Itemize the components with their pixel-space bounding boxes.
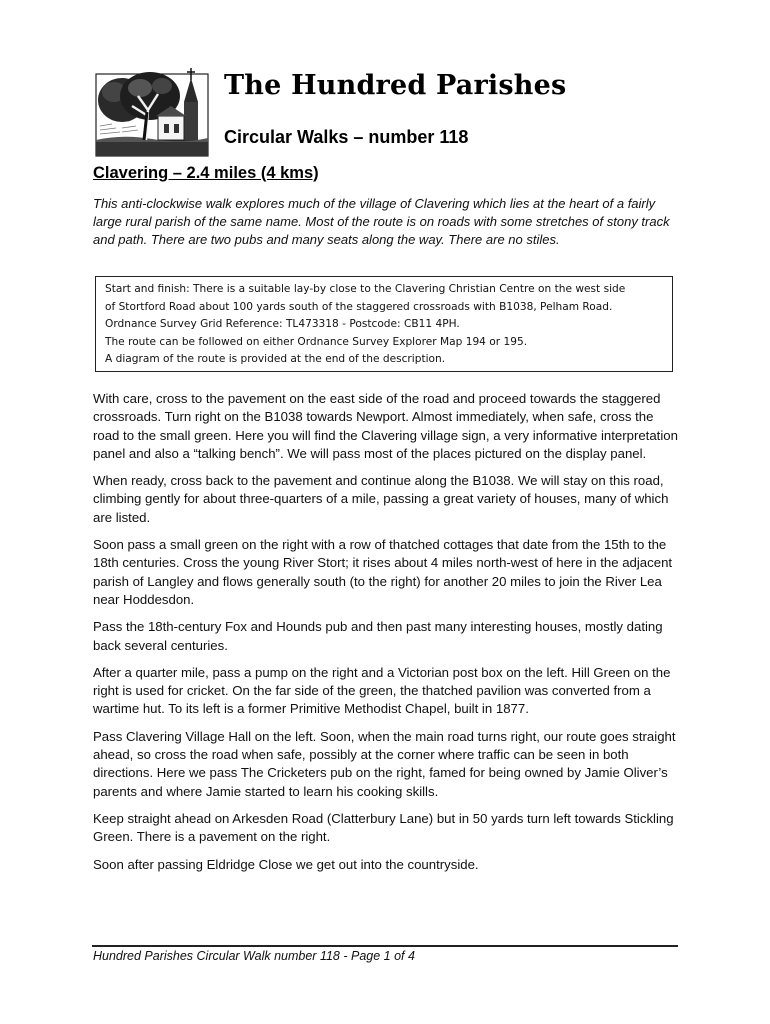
page-subtitle: Circular Walks – number 118	[224, 127, 469, 147]
info-line: of Stortford Road about 100 yards south of the staggered crossroads with B1038, Pelham Road.	[105, 300, 613, 313]
direction-paragraph: When ready, cross back to the pavement and continue along the B1038. We will stay on this road, climbing gently for about three-quarters of a mile, passing a great variety of houses, many of which are listed.	[93, 473, 669, 525]
page-title: The Hundred Parishes	[224, 70, 567, 101]
page-footer: Hundred Parishes Circular Walk number 118 - Page 1 of 4	[93, 949, 415, 963]
walk-heading: Clavering – 2.4 miles (4 kms)	[93, 164, 319, 182]
direction-paragraph: With care, cross to the pavement on the east side of the road and proceed towards the staggered crossroads. Turn right on the B1038 towards Newport. Almost immediately, when safe, cross the road to the small green. Here you will find the Clavering village sign, a very informative interpretation panel and also a “talking bench”. We will pass most of the places pictured on the display panel.	[93, 391, 678, 461]
start-finish-info-box	[95, 276, 673, 372]
info-line: The route can be followed on either Ordnance Survey Explorer Map 194 or 195.	[105, 335, 528, 348]
footer-divider	[92, 945, 678, 947]
info-line: A diagram of the route is provided at the end of the description.	[105, 353, 446, 366]
direction-paragraph: Pass the 18th-century Fox and Hounds pub and then past many interesting houses, mostly dating back several centuries.	[93, 619, 663, 653]
direction-paragraph: After a quarter mile, pass a pump on the right and a Victorian post box on the left. Hill Green on the right is used for cricket. On the far side of the green, the thatched pavilion was converted from a wartime hut. To its left is a former Primitive Methodist Chapel, built in 1877.	[93, 664, 671, 717]
church-tree-engraving-icon	[92, 66, 216, 158]
direction-paragraph: Pass Clavering Village Hall on the left. Soon, when the main road turns right, our route goes straight ahead, so cross the road when safe, possibly at the corner where traffic can be seen in both directions. Here we pass The Cricketers pub on the right, famed for being owned by Jamie Oliver’s parents and where Jamie started to learn his cooking skills.	[93, 728, 676, 799]
intro-paragraph: This anti-clockwise walk explores much of the village of Clavering which lies at the heart of a fairly large rural parish of the same name. Most of the route is on roads with some stretches of stony track and path. There are two pubs and many seats along the way. There are no stiles.	[93, 196, 670, 247]
info-line: Start and finish: There is a suitable lay-by close to the Clavering Christian Centre on the west side	[105, 283, 626, 295]
info-line: Ordnance Survey Grid Reference: TL473318 - Postcode: CB11 4PH.	[105, 318, 460, 331]
direction-paragraph: Soon after passing Eldridge Close we get out into the countryside.	[93, 856, 479, 872]
walk-directions	[93, 390, 683, 883]
direction-paragraph: Soon pass a small green on the right with a row of thatched cottages that date from the 15th to the 18th centuries. Cross the young River Stort; it rises about 4 miles north-west of here in the adjacent parish of Langley and flows generally south (to the right) for another 20 miles to join the River Lea near Hoddesdon.	[93, 537, 673, 607]
direction-paragraph: Keep straight ahead on Arkesden Road (Clatterbury Lane) but in 50 yards turn left towards Stickling Green. There is a pavement on the right.	[93, 810, 674, 845]
